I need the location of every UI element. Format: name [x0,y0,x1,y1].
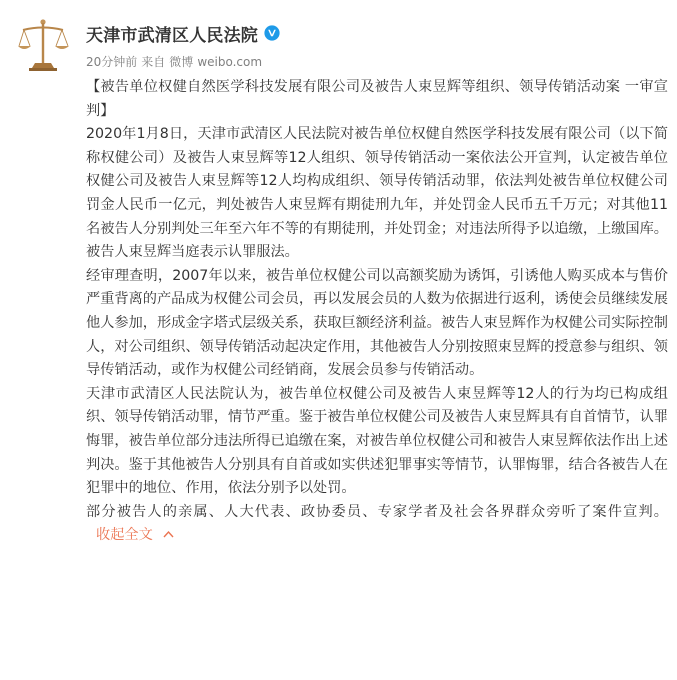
post-paragraph-verdict: 2020年1月8日，天津市武清区人民法院对被告单位权健自然医学科技发展有限公司（以下简称权健公司）及被告人束昱辉等12人组织、领导传销活动一案依法公开宣判，认定被告单位权健公司及被告人束昱辉等12人均构成组织、领导传销活动罪，依法判处被告单位权健公司罚金人民币一亿元，判处被告人束昱辉有期徒刑九年，并处罚金人民币五千万元；对其他11名被告人分别判处三年至六年不等的有期徒刑，并处罚金；对违法所得予以追缴，上缴国库。被告人束昱辉当庭表示认罪服法。 [86,126,668,261]
from-label: 来自 [141,55,166,69]
author-name-row [86,22,646,44]
collapse-full-text-link[interactable] [96,527,174,543]
post-paragraph-court-opinion: 天津市武清区人民法院认为，被告单位权健公司及被告人束昱辉等12人的行为均已构成组织、领导传销活动罪，情节严重。鉴于被告单位权健公司及被告人束昱辉具有自首情节，认罪悔罪，被告单位部分违法所得已追缴在案，对被告单位权健公司和被告人束昱辉依法作出上述判决。鉴于其他被告人分别具有自首或如实供述犯罪事实等情节，认罪悔罪，结合各被告人在犯罪中的地位、作用，依法分别予以处罚。 [86,385,668,497]
post-source-domain[interactable]: weibo.com [197,54,263,69]
post-meta [86,53,646,70]
author-name[interactable]: 天津市武清区人民法院 [86,25,258,46]
collapse-label: 收起全文 [96,527,153,544]
post-time[interactable]: 20分钟前 [86,55,138,69]
post-content [86,76,668,548]
post-source[interactable]: 微博 [169,55,194,69]
post-title-paragraph: 【被告单位权健自然医学科技发展有限公司及被告人束昱辉等组织、领导传销活动案 一审宣判】 [86,79,668,119]
post-paragraph-findings: 经审理查明，2007年以来，被告单位权健公司以高额奖励为诱饵，引诱他人购买成本与售价严重背离的产品成为权健公司会员，再以发展会员的人数为依据进行返利，诱使会员继续发展他人参加，形成金字塔式层级关系，获取巨额经济利益。被告人束昱辉作为权健公司实际控制人，对公司组织、领导传销活动起决定作用，其他被告人分别按照束昱辉的授意参与组织、领导传销活动，或作为权健公司经销商，发展会员参与传销活动。 [86,267,668,379]
chevron-up-icon [163,530,174,538]
post-paragraph-attendance [86,501,668,548]
verified-icon [264,25,280,41]
post-paragraph-attendance-text: 部分被告人的亲属、人大代表、政协委员、专家学者及社会各界群众旁听了案件宣判。 [86,503,668,520]
court-emblem-icon [14,16,72,74]
post-header [86,22,646,70]
author-avatar[interactable] [14,16,72,74]
